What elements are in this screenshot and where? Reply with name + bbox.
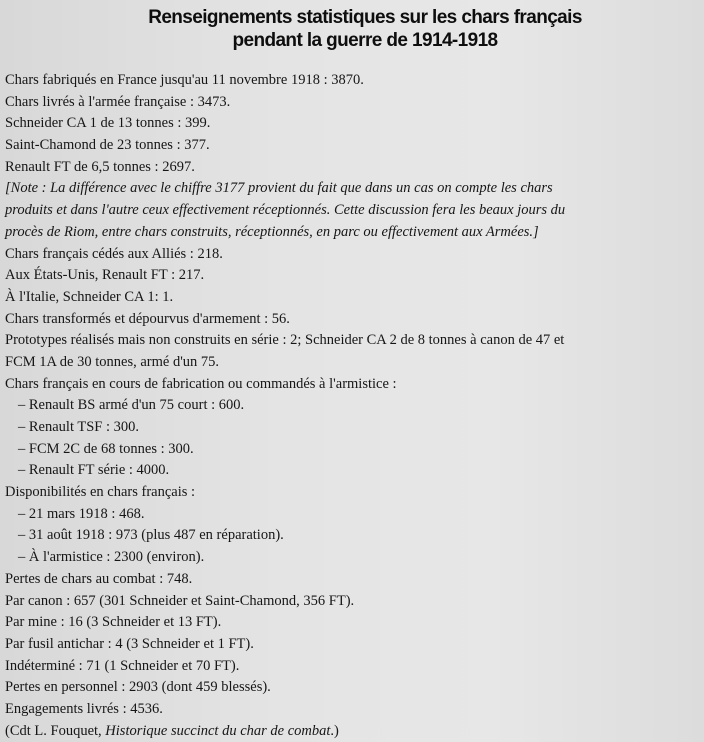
- text-line: Chars français en cours de fabrication ou commandés à l'armistice :: [5, 375, 397, 392]
- list-item: – FCM 2C de 68 tonnes : 300.: [18, 440, 194, 457]
- citation: [5, 721, 703, 742]
- citation-close: .): [330, 722, 339, 739]
- title-line-1: Renseignements statistiques sur les chars français: [148, 7, 582, 28]
- document-title: [40, 6, 690, 52]
- text-line: Pertes en personnel : 2903 (dont 459 blessés).: [5, 679, 271, 696]
- note-line: produits et dans l'autre ceux effectivement réceptionnés. Cette discussion fera les beaux jours du: [5, 202, 566, 219]
- text-line: Engagements livrés : 4536.: [5, 700, 163, 717]
- note-line: [Note : La différence avec le chiffre 3177 provient du fait que dans un cas on compte les chars: [5, 180, 553, 197]
- text-line: Saint-Chamond de 23 tonnes : 377.: [5, 137, 210, 154]
- text-line: Par canon : 657 (301 Schneider et Saint-Chamond, 356 FT).: [5, 592, 355, 609]
- list-item: – Renault TSF : 300.: [18, 419, 139, 435]
- text-line: Aux États-Unis, Renault FT : 217.: [5, 267, 205, 284]
- text-line: Chars fabriqués en France jusqu'au 11 novembre 1918 : 3870.: [5, 72, 364, 88]
- text-line: Disponibilités en chars français :: [5, 484, 196, 501]
- text-line: Chars transformés et dépourvus d'armement : 56.: [5, 310, 290, 327]
- list-item: – 21 mars 1918 : 468.: [18, 505, 145, 522]
- list-item: – À l'armistice : 2300 (environ).: [18, 549, 205, 566]
- text-line: FCM 1A de 30 tonnes, armé d'un 75.: [5, 353, 220, 370]
- citation-work: Historique succinct du char de combat: [105, 722, 331, 739]
- note-line: procès de Riom, entre chars construits, réceptionnés, en parc ou effectivement aux Armées.]: [5, 223, 539, 240]
- list-item: – Renault FT série : 4000.: [18, 462, 170, 479]
- list-item: – Renault BS armé d'un 75 court : 600.: [18, 397, 245, 414]
- statistics-text: [5, 70, 703, 742]
- list-item: – 31 août 1918 : 973 (plus 487 en réparation).: [18, 527, 284, 544]
- text-line: Prototypes réalisés mais non construits en série : 2; Schneider CA 2 de 8 tonnes à canon de 47 et: [5, 332, 565, 349]
- text-line: Renault FT de 6,5 tonnes : 2697.: [5, 158, 195, 175]
- text-line: Indéterminé : 71 (1 Schneider et 70 FT).: [5, 657, 240, 674]
- text-line: À l'Italie, Schneider CA 1: 1.: [5, 288, 174, 305]
- text-line: Par fusil antichar : 4 (3 Schneider et 1 FT).: [5, 635, 254, 652]
- citation-open: (Cdt L. Fouquet,: [5, 722, 106, 739]
- text-line: Chars français cédés aux Alliés : 218.: [5, 245, 223, 262]
- title-line-2: pendant la guerre de 1914-1918: [232, 30, 498, 51]
- text-line: Par mine : 16 (3 Schneider et 13 FT).: [5, 614, 222, 631]
- text-line: Chars livrés à l'armée française : 3473.: [5, 93, 231, 110]
- text-line: Schneider CA 1 de 13 tonnes : 399.: [5, 115, 211, 132]
- text-line: Pertes de chars au combat : 748.: [5, 570, 193, 587]
